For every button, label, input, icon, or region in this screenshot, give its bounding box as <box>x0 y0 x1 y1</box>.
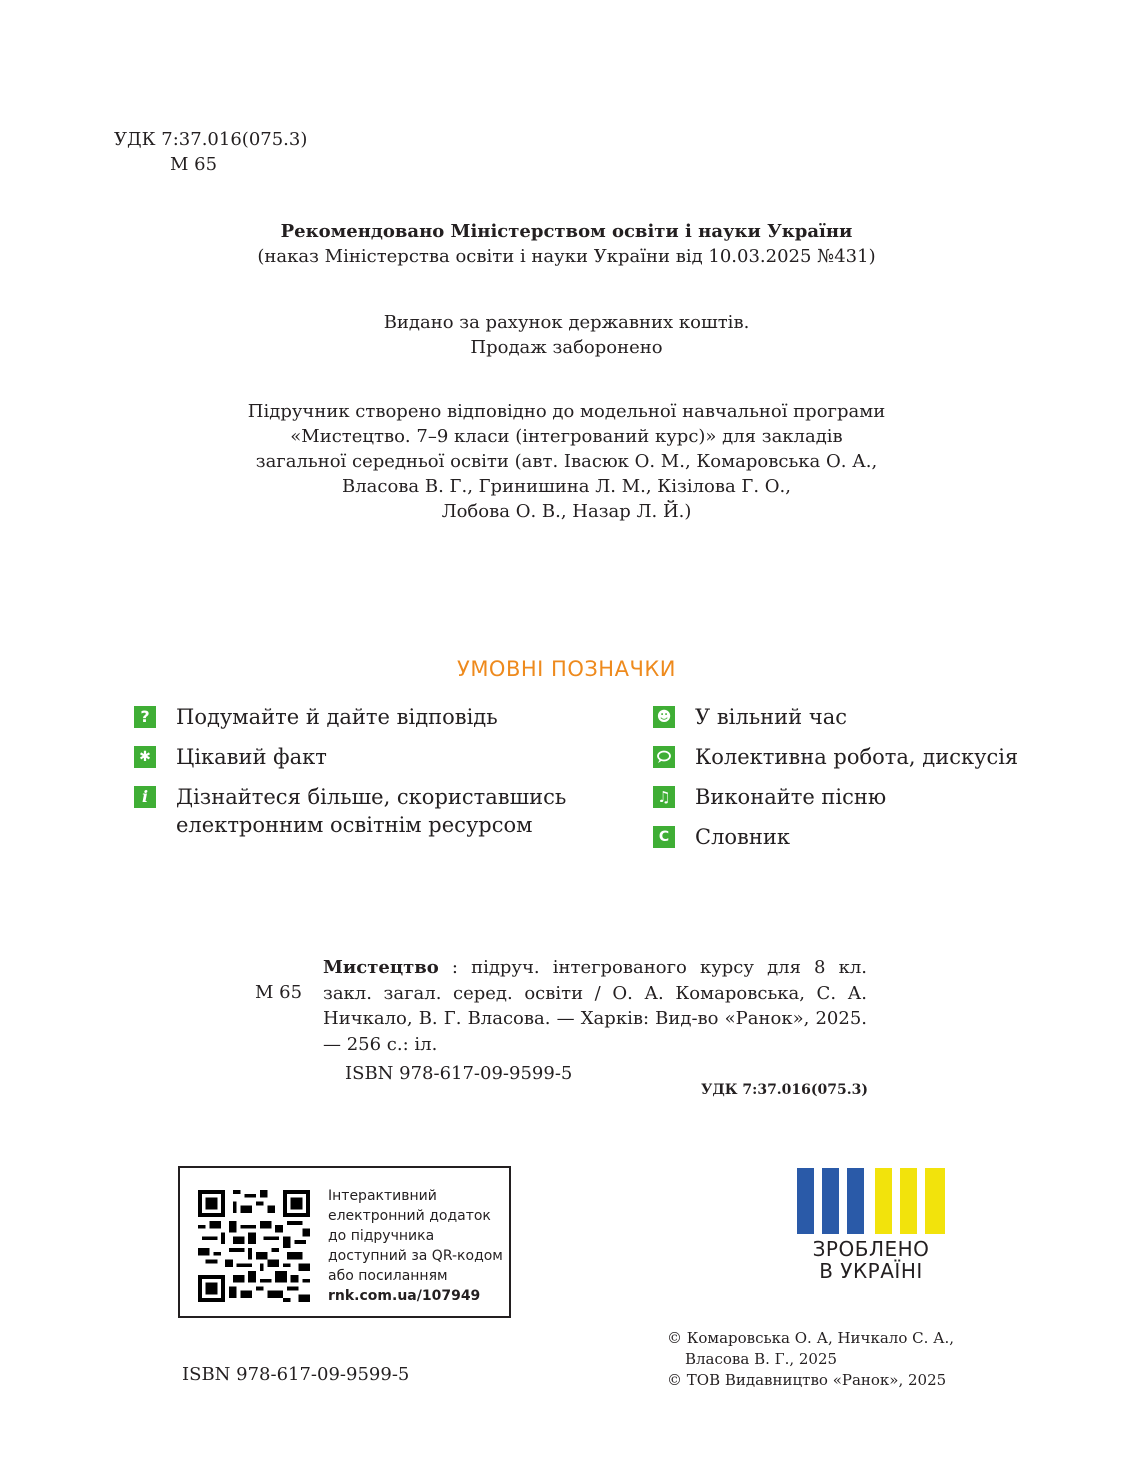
program-line: Власова В. Г., Гринишина Л. М., Кізілова Г. О., <box>341 476 791 497</box>
publication-line-2: Продаж заборонено <box>470 337 663 358</box>
asterisk-icon: ✱ <box>134 746 156 768</box>
legend-left-column <box>134 703 566 839</box>
udk-code-bottom: УДК 7:37.016(075.3) <box>701 1082 868 1098</box>
legend-right-column <box>653 703 1018 851</box>
program-note <box>0 399 1133 524</box>
author-mark: М 65 <box>170 154 218 175</box>
legend-item <box>653 703 1018 731</box>
smiley-icon: ☻ <box>653 706 675 728</box>
legend-label: Подумайте й дайте відповідь <box>176 705 498 729</box>
question-icon: ? <box>134 706 156 728</box>
legend-item <box>134 703 566 731</box>
isbn-bottom: ISBN 978-617-09-9599-5 <box>182 1364 410 1385</box>
discussion-icon <box>653 746 675 768</box>
copyright: © Комаровська О. А, Ничкало С. А., Власова В. Г., 2025 © ТОВ Видавництво «Ранок», 2025 <box>667 1329 955 1389</box>
legend-label: Цікавий факт <box>176 745 327 769</box>
program-line: загальної середньої освіти (авт. Івасюк О. М., Комаровська О. А., <box>255 451 878 472</box>
isbn: ISBN 978-617-09-9599-5 <box>345 1063 573 1084</box>
qr-box <box>178 1166 511 1318</box>
program-line: Підручник створено відповідно до модельної навчальної програми <box>247 401 886 422</box>
program-line: Лобова О. В., Назар Л. Й.) <box>441 501 692 522</box>
resource-link[interactable]: rnk.com.ua/107949 <box>328 1288 481 1304</box>
dictionary-icon: С <box>653 826 675 848</box>
publication-note <box>0 310 1133 360</box>
recommendation-title: Рекомендовано Міністерством освіти і науки України <box>280 221 853 242</box>
legend-item <box>134 783 566 839</box>
bibliographic-description: Мистецтво : підруч. інтегрованого курсу для 8 кл. закл. загал. серед. освіти / О. А. Комаровська, С. А. Ничкало, В. Г. Власова. — Харків: Вид-во «Ранок», 2025. — 256 с.: іл. <box>323 957 867 1055</box>
udk-block <box>114 127 307 177</box>
made-in-ukraine-logo <box>797 1168 945 1234</box>
legend-item <box>653 823 1018 851</box>
legend-item <box>653 743 1018 771</box>
legend-label: Дізнайтеся більше, скориставшись електронним освітнім ресурсом <box>176 785 567 837</box>
qr-code-icon[interactable] <box>198 1190 310 1302</box>
recommendation <box>0 219 1133 269</box>
legend-item <box>134 743 566 771</box>
program-line: «Мистецтво. 7–9 класи (інтегрований курс)» для закладів <box>290 426 843 447</box>
legend-item <box>653 783 1018 811</box>
legend-label: Колективна робота, дискусія <box>695 745 1019 769</box>
info-icon: i <box>134 786 156 808</box>
music-note-icon: ♫ <box>653 786 675 808</box>
recommendation-order: (наказ Міністерства освіти і науки України від 10.03.2025 №431) <box>257 246 876 267</box>
qr-description: Інтерактивний електронний додаток до підручника доступний за QR-кодом або посиланням rnk.com.ua/107949 <box>328 1188 503 1304</box>
legend-label: Словник <box>695 825 790 849</box>
made-in-ukraine-text: ЗРОБЛЕНО В УКРАЇНІ <box>812 1237 930 1283</box>
legend-label: Виконайте пісню <box>695 785 887 809</box>
legend-label: У вільний час <box>695 705 847 729</box>
legend-title: УМОВНІ ПОЗНАЧКИ <box>457 657 676 681</box>
author-mark: М 65 <box>255 982 303 1003</box>
udk-code: УДК 7:37.016(075.3) <box>114 129 308 150</box>
bibliographic-record <box>255 955 867 1087</box>
publication-line-1: Видано за рахунок державних коштів. <box>383 312 750 333</box>
